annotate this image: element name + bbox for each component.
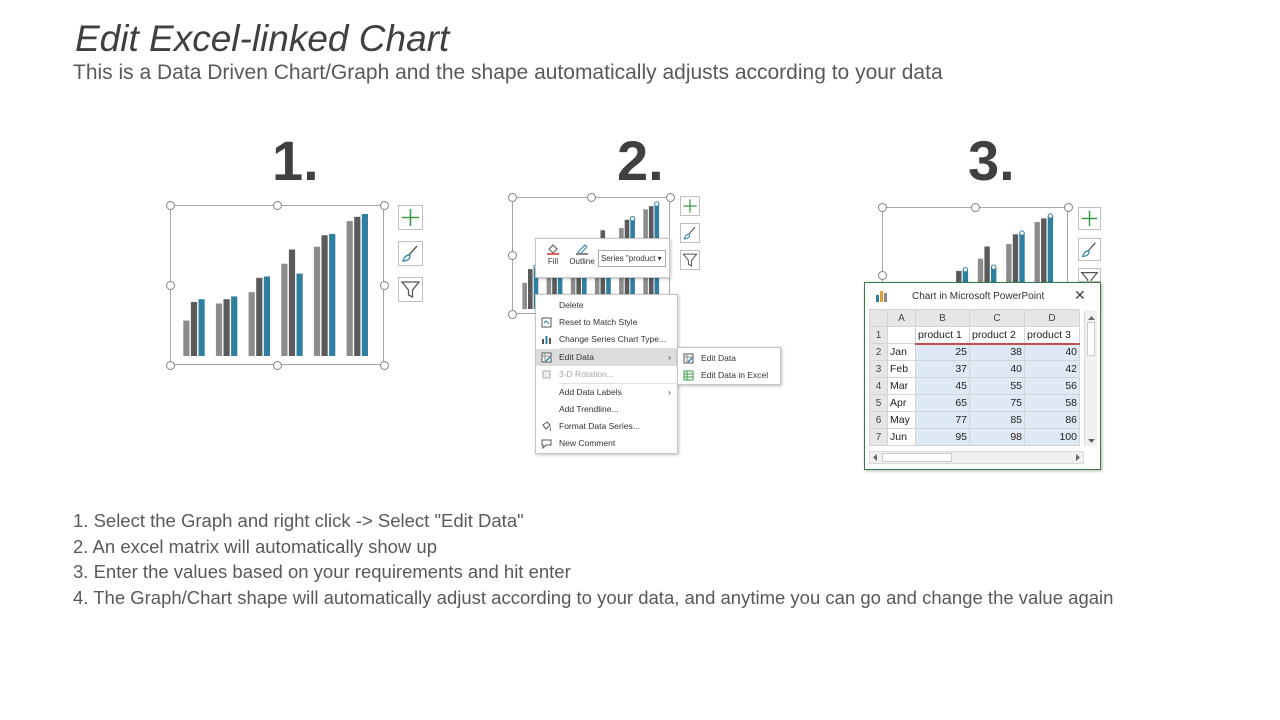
slide-title: Edit Excel-linked Chart	[75, 18, 450, 59]
bar-product-3-mar[interactable]	[264, 277, 270, 357]
menu-item-label: New Comment	[559, 438, 616, 448]
menu-item-change-chart-type[interactable]	[536, 331, 677, 348]
bar-product-2-jan[interactable]	[191, 302, 197, 356]
paint-bucket-icon	[546, 243, 560, 255]
outline-label: Outline	[569, 257, 595, 266]
submenu-arrow-icon: ›	[668, 352, 671, 362]
menu-item-delete[interactable]	[536, 297, 677, 314]
bar-chart[interactable]	[180, 210, 376, 356]
cell[interactable]: Jan	[888, 344, 916, 361]
bar-product-2-feb[interactable]	[224, 299, 230, 356]
fill-label: Fill	[547, 257, 559, 266]
cell[interactable]: 38	[970, 344, 1025, 361]
chart-elements-button[interactable]	[398, 205, 423, 230]
outline-button[interactable]	[566, 243, 598, 266]
submenu-item-edit-data[interactable]	[678, 350, 780, 367]
brush-icon	[399, 242, 422, 265]
chart-styles-button[interactable]	[398, 241, 423, 266]
cell[interactable]: 37	[916, 361, 970, 378]
resize-handle[interactable]	[878, 271, 887, 280]
menu-item-add-data-labels[interactable]	[536, 384, 677, 401]
bar-product-1-jan[interactable]	[183, 321, 189, 357]
resize-handle[interactable]	[166, 201, 175, 210]
row-header[interactable]: 2	[870, 344, 888, 361]
row-header[interactable]: 1	[870, 327, 888, 344]
reset-style-icon	[541, 317, 552, 328]
column-header[interactable]: B	[916, 310, 970, 327]
bar-product-1-mar[interactable]	[249, 292, 255, 356]
bar-product-1-jan[interactable]	[522, 283, 527, 309]
menu-item-label: Reset to Match Style	[559, 317, 638, 327]
instruction-item: 4. The Graph/Chart shape will automatically adjust according to your data, and anytime you can go and change the value again	[73, 586, 1114, 608]
series-selection-marker[interactable]	[655, 202, 659, 206]
scroll-down-icon[interactable]	[1085, 436, 1098, 446]
scroll-right-icon[interactable]	[1073, 452, 1083, 463]
cell[interactable]: 58	[1025, 395, 1080, 412]
resize-handle[interactable]	[380, 361, 389, 370]
menu-item-label: Edit Data	[701, 353, 736, 363]
chart-styles-button[interactable]	[680, 223, 700, 243]
series-selection-marker[interactable]	[630, 217, 634, 221]
cell[interactable]: 86	[1025, 412, 1080, 429]
menu-item-format-data-series[interactable]	[536, 418, 677, 435]
menu-item-reset-style[interactable]	[536, 314, 677, 331]
bar-product-1-feb[interactable]	[216, 304, 222, 357]
cell[interactable]: 75	[970, 395, 1025, 412]
cell[interactable]: 42	[1025, 361, 1080, 378]
select-all-cell[interactable]	[870, 310, 888, 327]
menu-item-label: Add Data Labels	[559, 387, 622, 397]
menu-item-edit-data[interactable]	[536, 349, 677, 366]
cell[interactable]: 85	[970, 412, 1025, 429]
edit-data-icon	[541, 352, 552, 363]
series-select-value: Series "product	[601, 254, 656, 263]
resize-handle[interactable]	[666, 193, 675, 202]
resize-handle[interactable]	[380, 201, 389, 210]
scroll-thumb[interactable]	[1087, 322, 1095, 356]
instruction-item: 2. An excel matrix will automatically show up	[73, 535, 437, 557]
cell[interactable]: 95	[916, 429, 970, 446]
bar-product-2-may[interactable]	[322, 235, 328, 356]
step-number-3: 3.	[968, 129, 1015, 192]
spreadsheet-grid	[869, 309, 1080, 446]
menu-item-label: Change Series Chart Type...	[559, 334, 667, 344]
plus-icon	[1079, 208, 1100, 229]
row-header[interactable]: 3	[870, 361, 888, 378]
series-selection-marker[interactable]	[963, 268, 967, 272]
resize-handle[interactable]	[273, 201, 282, 210]
slide-subtitle: This is a Data Driven Chart/Graph and the shape automatically adjusts according to your data	[73, 61, 943, 84]
scroll-thumb[interactable]	[882, 453, 952, 462]
cell[interactable]: 40	[970, 361, 1025, 378]
cell[interactable]: 98	[970, 429, 1025, 446]
chart-filters-button[interactable]	[680, 250, 700, 270]
row-header[interactable]: 5	[870, 395, 888, 412]
resize-handle[interactable]	[273, 361, 282, 370]
bar-product-3-jun[interactable]	[362, 214, 368, 356]
bar-product-2-jun[interactable]	[354, 217, 360, 356]
resize-handle[interactable]	[508, 251, 517, 260]
menu-item-label: Edit Data	[559, 352, 594, 362]
menu-item-label: Edit Data in Excel	[701, 370, 769, 380]
spreadsheet-window	[864, 282, 1101, 470]
series-selection-marker[interactable]	[1020, 231, 1024, 235]
chart-icon	[875, 290, 888, 302]
bar-product-3-may[interactable]	[329, 234, 335, 356]
pen-outline-icon	[575, 243, 589, 255]
bar-product-1-jun[interactable]	[347, 221, 353, 356]
cell[interactable]: Apr	[888, 395, 916, 412]
filter-icon	[681, 251, 699, 269]
cell[interactable]: 56	[1025, 378, 1080, 395]
menu-item-label: Add Trendline...	[559, 404, 619, 414]
chart-styles-button[interactable]	[1078, 238, 1101, 261]
bar-product-3-feb[interactable]	[231, 296, 237, 356]
row-header[interactable]: 7	[870, 429, 888, 446]
rotation-icon	[541, 369, 552, 380]
cell[interactable]: 40	[1025, 344, 1080, 361]
plus-icon	[681, 197, 699, 215]
step-number-1: 1.	[272, 129, 319, 192]
bar-product-2-jan[interactable]	[528, 269, 533, 309]
bar-product-1-apr[interactable]	[281, 264, 287, 356]
resize-handle[interactable]	[971, 203, 980, 212]
chart-filters-button[interactable]	[398, 277, 423, 302]
edit-data-submenu	[677, 347, 781, 385]
step-number-2: 2.	[617, 129, 664, 192]
cell[interactable]: May	[888, 412, 916, 429]
cell[interactable]: 25	[916, 344, 970, 361]
edit-data-icon	[683, 353, 694, 364]
instructions-list	[73, 508, 1214, 610]
vertical-scrollbar[interactable]	[1084, 310, 1097, 446]
chart-elements-button[interactable]	[680, 196, 700, 216]
cell[interactable]: Jun	[888, 429, 916, 446]
resize-handle[interactable]	[380, 281, 389, 290]
resize-handle[interactable]	[508, 310, 517, 319]
mini-toolbar	[535, 238, 670, 278]
submenu-item-edit-data-in-excel[interactable]	[678, 367, 780, 384]
cell[interactable]: Feb	[888, 361, 916, 378]
cell[interactable]: 45	[916, 378, 970, 395]
row-header[interactable]: 6	[870, 412, 888, 429]
menu-item-label: Format Data Series...	[559, 421, 640, 431]
cell[interactable]: product 3	[1025, 327, 1080, 344]
series-select[interactable]: Series "product ▾	[598, 250, 666, 267]
menu-item-3d-rotation[interactable]	[536, 366, 677, 383]
bar-product-3-apr[interactable]	[297, 274, 303, 356]
column-header[interactable]: C	[970, 310, 1025, 327]
close-icon[interactable]: ✕	[1074, 287, 1086, 303]
resize-handle[interactable]	[878, 203, 887, 212]
cell[interactable]: product 2	[970, 327, 1025, 344]
plus-icon	[399, 206, 422, 229]
column-header[interactable]: A	[888, 310, 916, 327]
resize-handle[interactable]	[508, 193, 517, 202]
resize-handle[interactable]	[166, 281, 175, 290]
comment-icon	[541, 438, 552, 449]
row-header[interactable]: 4	[870, 378, 888, 395]
resize-handle[interactable]	[1064, 203, 1073, 212]
context-menu	[535, 294, 678, 454]
cell[interactable]: 65	[916, 395, 970, 412]
chart-filters-button[interactable]	[1078, 268, 1101, 282]
filter-icon	[1079, 269, 1100, 282]
brush-icon	[681, 224, 699, 242]
scroll-left-icon[interactable]	[870, 452, 880, 463]
cell[interactable]	[888, 327, 916, 344]
chart-elements-button[interactable]	[1078, 207, 1101, 230]
chart-type-icon	[541, 334, 552, 345]
format-series-icon	[541, 421, 552, 432]
excel-icon	[683, 370, 694, 381]
cell[interactable]: 77	[916, 412, 970, 429]
horizontal-scrollbar[interactable]	[869, 451, 1084, 464]
instruction-item: 3. Enter the values based on your requirements and hit enter	[73, 561, 571, 583]
brush-icon	[1079, 239, 1100, 260]
series-selection-marker[interactable]	[992, 265, 996, 269]
resize-handle[interactable]	[166, 361, 175, 370]
fill-button[interactable]	[540, 243, 566, 266]
bar-product-2-apr[interactable]	[289, 250, 295, 357]
submenu-arrow-icon: ›	[668, 387, 671, 397]
menu-item-label: Delete	[559, 300, 584, 310]
menu-item-label: 3-D Rotation...	[559, 369, 614, 379]
filter-icon	[399, 278, 422, 301]
series-selection-marker[interactable]	[1048, 214, 1052, 218]
menu-item-new-comment[interactable]	[536, 435, 677, 452]
cell[interactable]: 100	[1025, 429, 1080, 446]
column-header[interactable]: D	[1025, 310, 1080, 327]
cell[interactable]: Mar	[888, 378, 916, 395]
bar-product-2-mar[interactable]	[256, 278, 262, 356]
bar-product-1-may[interactable]	[314, 247, 320, 356]
instruction-item: 1. Select the Graph and right click -> Select "Edit Data"	[73, 510, 524, 531]
cell[interactable]: 55	[970, 378, 1025, 395]
cell[interactable]: product 1	[916, 327, 970, 344]
window-title: Chart in Microsoft PowerPoint	[912, 291, 1045, 302]
bar-product-3-jan[interactable]	[199, 299, 205, 356]
menu-item-add-trendline[interactable]	[536, 401, 677, 418]
